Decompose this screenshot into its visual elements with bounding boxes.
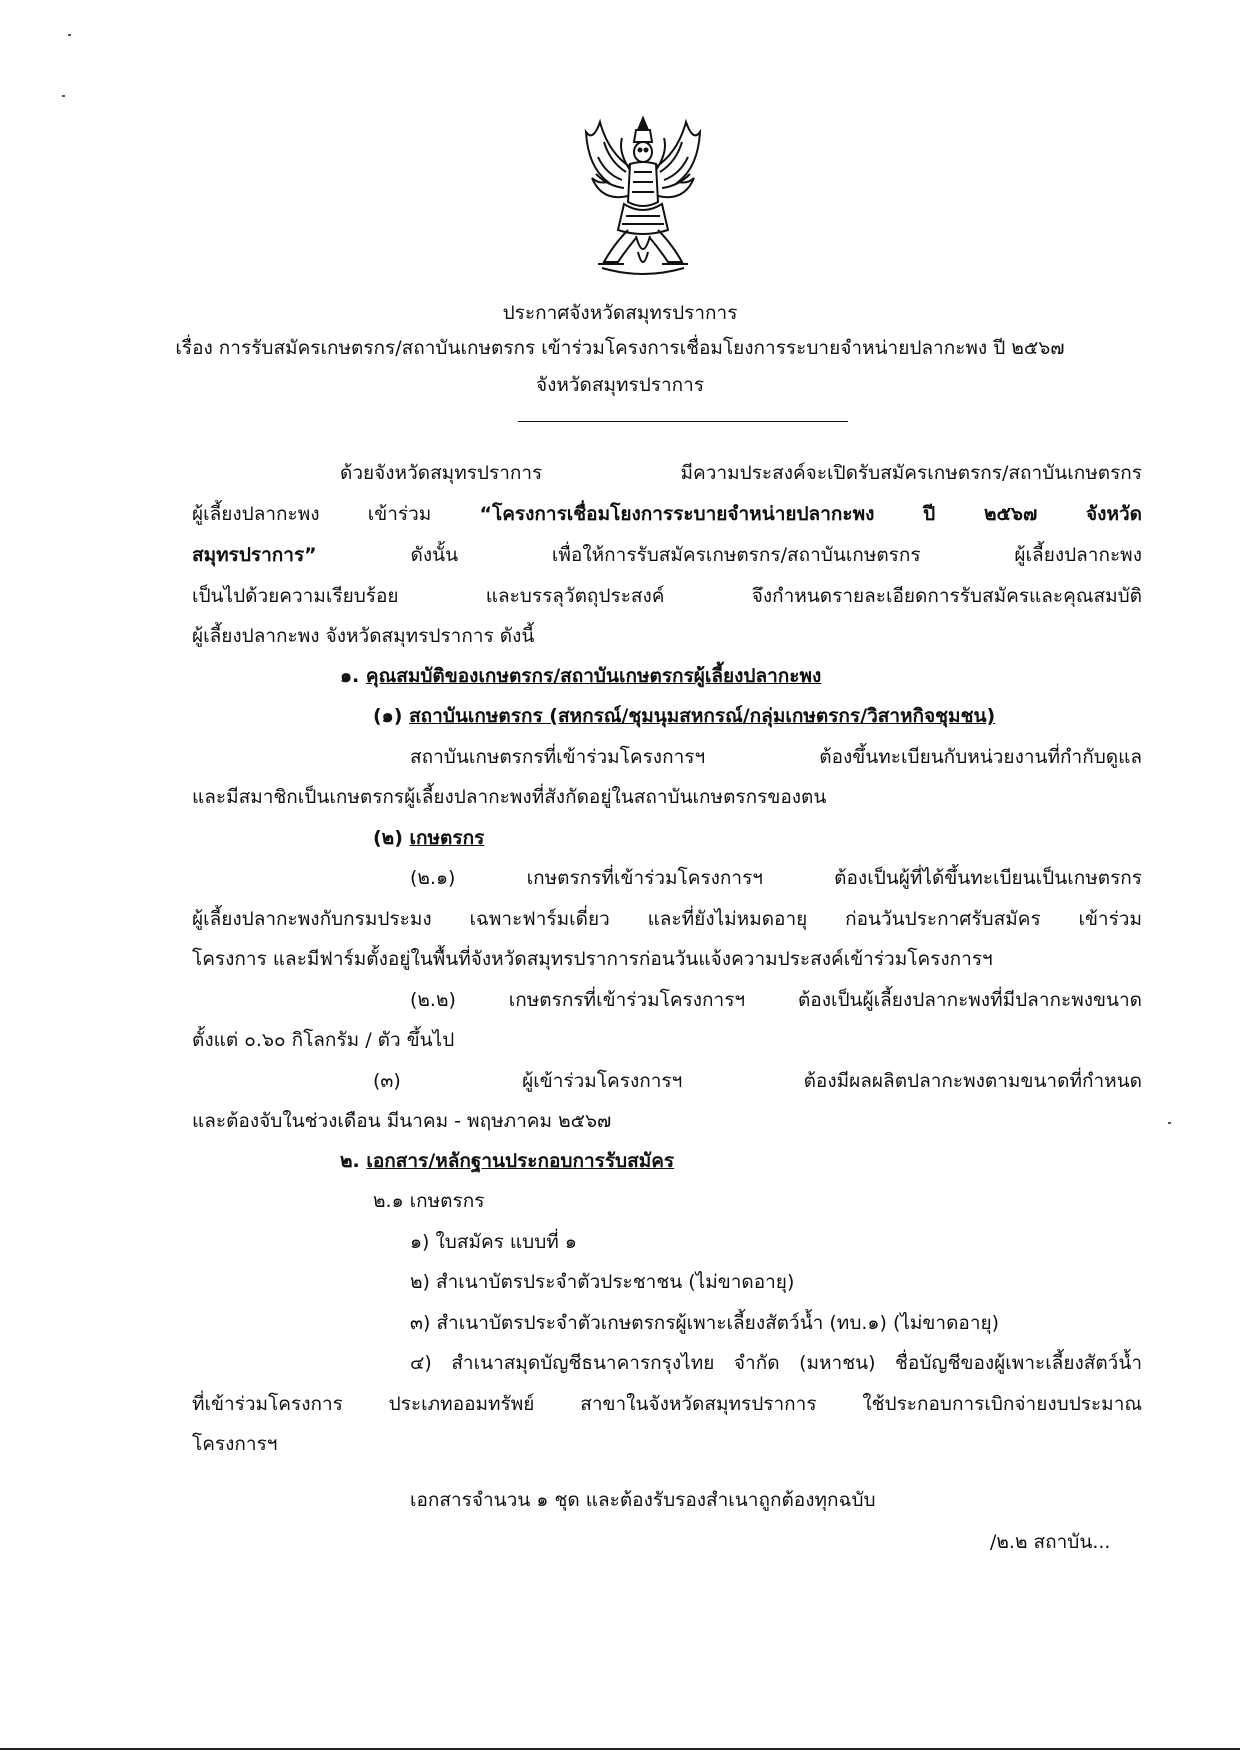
item-2-2-line-2: ตั้งแต่ ๐.๖๐ กิโลกรัม / ตัว ขึ้นไป bbox=[192, 1029, 455, 1051]
subject-line-2: จังหวัดสมุทรปราการ bbox=[535, 374, 705, 396]
document-item-2: ๒) สำเนาบัตรประจำตัวประชาชน (ไม่ขาดอายุ) bbox=[410, 1271, 795, 1293]
intro-line-5: ผู้เลี้ยงปลากะพง จังหวัดสมุทรปราการ ดังนี้ bbox=[192, 625, 535, 647]
intro-line-1: ด้วยจังหวัดสมุทรปราการ มีความประสงค์จะเปิดรับสมัครเกษตรกร/สถาบันเกษตรกร bbox=[340, 462, 1142, 484]
document-item-4-line-1: ๔) สำเนาสมุดบัญชีธนาคารกรุงไทย จำกัด (มหาชน) ชื่อบัญชีของผู้เพาะเลี้ยงสัตว์น้ำ bbox=[410, 1352, 1142, 1374]
item-2-1-line-1: (๒.๑) เกษตรกรที่เข้าร่วมโครงการฯ ต้องเป็นผู้ที่ได้ขึ้นทะเบียนเป็นเกษตรกร bbox=[410, 867, 1142, 889]
announcement-title: ประกาศจังหวัดสมุทรปราการ bbox=[502, 302, 738, 324]
section-1-heading bbox=[340, 662, 821, 690]
item-3-line-2: และต้องจับในช่วงเดือน มีนาคม - พฤษภาคม ๒๕๖๗ bbox=[192, 1110, 612, 1132]
document-item-4-line-2: ที่เข้าร่วมโครงการ ประเภทออมทรัพย์ สาขาในจังหวัดสมุทรปราการ ใช้ประกอบการเบิกจ่ายงบประมาณ bbox=[192, 1393, 1142, 1415]
document-item-3: ๓) สำเนาบัตรประจำตัวเกษตรกรผู้เพาะเลี้ยงสัตว์น้ำ (ทบ.๑) (ไม่ขาดอายุ) bbox=[410, 1312, 1000, 1334]
copies-note: เอกสารจำนวน ๑ ชุด และต้องรับรองสำเนาถูกต้องทุกฉบับ bbox=[410, 1489, 876, 1511]
document-item-1: ๑) ใบสมัคร แบบที่ ๑ bbox=[410, 1231, 577, 1253]
project-name-end: สมุทรปราการ” bbox=[192, 544, 317, 566]
item-2-1-line-3: โครงการ และมีฟาร์มตั้งอยู่ในพื้นที่จังหวัดสมุทรปราการก่อนวันแจ้งความประสงค์เข้าร่วมโครงการฯ bbox=[192, 948, 993, 970]
item-2-heading bbox=[373, 824, 484, 852]
scan-speck bbox=[62, 95, 65, 97]
intro-line-4: เป็นไปด้วยความเรียบร้อย และบรรลุวัตถุประสงค์ จึงกำหนดรายละเอียดการรับสมัครและคุณสมบัติ bbox=[192, 585, 1142, 607]
section-title: เอกสาร/หลักฐานประกอบการรับสมัคร bbox=[366, 1150, 675, 1172]
continuation-marker: /๒.๒ สถาบัน... bbox=[990, 1531, 1111, 1553]
item-number: (๒) bbox=[373, 827, 403, 849]
scan-speck bbox=[68, 34, 71, 36]
item-2-2-line-1: (๒.๒) เกษตรกรที่เข้าร่วมโครงการฯ ต้องเป็นผู้เลี้ยงปลากะพงที่มีปลากะพงขนาด bbox=[410, 989, 1142, 1011]
project-name: “โครงการเชื่อมโยงการระบายจำหน่ายปลากะพง ปี ๒๕๖๗ จังหวัด bbox=[479, 503, 1142, 525]
section-title: คุณสมบัติของเกษตรกร/สถาบันเกษตรกรผู้เลี้ยงปลากะพง bbox=[365, 665, 822, 687]
intro-line-3 bbox=[192, 541, 1142, 569]
item-3-line-1: (๓) ผู้เข้าร่วมโครงการฯ ต้องมีผลผลิตปลากะพงตามขนาดที่กำหนด bbox=[373, 1070, 1142, 1092]
item-1-line-1: สถาบันเกษตรกรที่เข้าร่วมโครงการฯ ต้องขึ้นทะเบียนกับหน่วยงานที่กำกับดูแล bbox=[410, 746, 1142, 768]
intro-text: ดังนั้น เพื่อให้การรับสมัครเกษตรกร/สถาบันเกษตรกร ผู้เลี้ยงปลากะพง bbox=[316, 544, 1142, 566]
section-number: ๒. bbox=[340, 1150, 360, 1172]
section-2-heading bbox=[340, 1147, 674, 1175]
section-number: ๑. bbox=[340, 665, 360, 687]
item-title: สถาบันเกษตรกร (สหกรณ์/ชุมนุมสหกรณ์/กลุ่มเกษตรกร/วิสาหกิจชุมชน) bbox=[409, 705, 996, 727]
item-2-1-line-2: ผู้เลี้ยงปลากะพงกับกรมประมง เฉพาะฟาร์มเดี่ยว และที่ยังไม่หมดอายุ ก่อนวันประกาศรับสมัคร เข้าร่วม bbox=[192, 908, 1142, 930]
garuda-emblem-icon bbox=[578, 112, 708, 282]
item-1-line-2: และมีสมาชิกเป็นเกษตรกรผู้เลี้ยงปลากะพงที่สังกัดอยู่ในสถาบันเกษตรกรของตน bbox=[192, 786, 827, 808]
title-divider bbox=[518, 421, 848, 422]
subsection-2-1: ๒.๑ เกษตรกร bbox=[373, 1190, 485, 1212]
item-1-heading bbox=[373, 702, 995, 730]
item-title: เกษตรกร bbox=[409, 827, 485, 849]
page-bottom-edge bbox=[0, 1748, 1240, 1750]
intro-text: ผู้เลี้ยงปลากะพง เข้าร่วม bbox=[192, 503, 480, 525]
intro-line-2 bbox=[192, 500, 1142, 528]
document-item-4-line-3: โครงการฯ bbox=[192, 1433, 278, 1455]
item-number: (๑) bbox=[373, 705, 403, 727]
subject-line: เรื่อง การรับสมัครเกษตรกร/สถาบันเกษตรกร เข้าร่วมโครงการเชื่อมโยงการระบายจำหน่ายปลากะพง ปี ๒๕๖๗ bbox=[175, 337, 1065, 359]
scan-speck bbox=[1168, 1122, 1171, 1124]
